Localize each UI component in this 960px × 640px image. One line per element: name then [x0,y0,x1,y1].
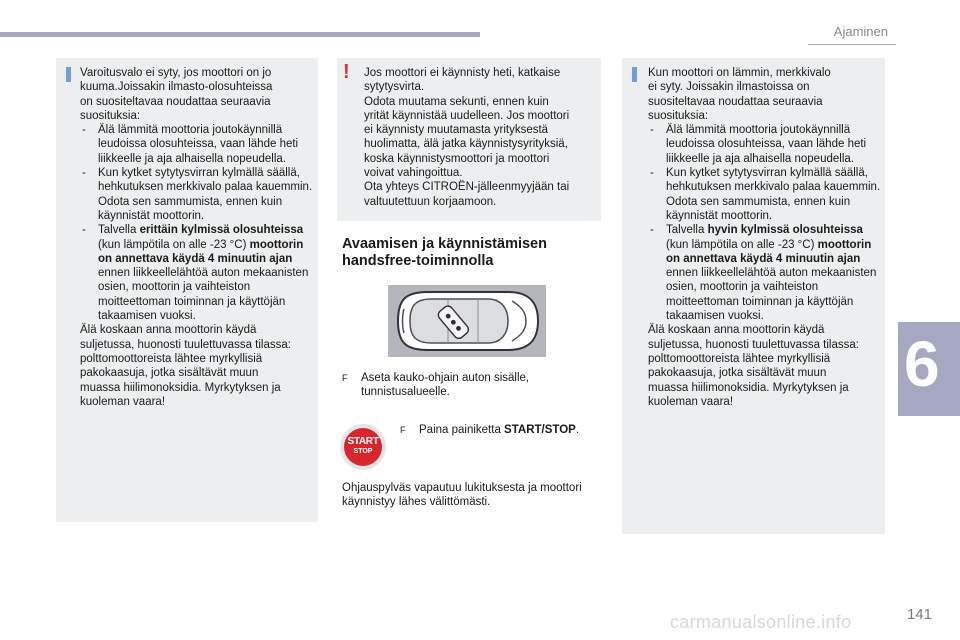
chapter-tab [898,322,960,416]
info-box-text [648,66,882,409]
warning-box-text [80,66,316,409]
list-item: - Älä lämmitä moottoria joutokäynnillä leudoissa olosuhteissa, vaan lähde heti liikkeelle ja aja alhaisella nopeudella. [82,124,299,165]
closing-text: Ohjauspylväs vapautuu lukituksesta ja moottori käynnistyy lähes välittömästi. [342,482,582,509]
alert-text: Jos moottori ei käynnisty heti, katkaise sytytysvirta. Odota muutama sekunti, ennen kuin yrität käynnistää uudelleen. Jos moottori ei käynnisty muutamasta yrityksestä huolimatta, älä jatka käynnistysyrityksiä, koska käynnistysmoottori ja moottori voivat vahingoittua. Ota yhteys CITROËN-jälleenmyyjään tai valtuutettuun korjaamoon. [364,67,570,208]
info-intro: Kun moottori on lämmin, merkkivalo ei syty. Joissakin ilmastoissa on suositeltavaa noudattaa seuraavia suosituksia: [648,67,831,122]
warning-outro: Älä koskaan anna moottorin käydä suljetussa, huonosti tuulettuvassa tilassa: polttomoottoreista lähtee myrkyllisiä pakokaasuja, jotka sisältävät muun muassa hiilimonoksidia. Myrkytyksen ja kuoleman vaara! [80,324,291,408]
exclamation-icon: ! [343,61,350,83]
list-item: - Kun kytket sytytysvirran kylmällä säällä, hehkutuksen merkkivalo palaa kauemmin. Odota sen sammumista, ennen kuin käynnistät moottorin. [650,167,881,222]
chapter-number: 6 [904,328,940,400]
section-label: Ajaminen [833,24,888,39]
page-number: 141 [906,606,932,623]
check-square-icon: F [342,373,348,383]
start-stop-button-icon [340,424,386,470]
list-item: - Kun kytket sytytysvirran kylmällä säällä, hehkutuksen merkkivalo palaa kauemmin. Odota sen sammumista, ennen kuin käynnistät moottorin. [82,167,313,222]
info-outro: Älä koskaan anna moottorin käydä suljetussa, huonosti tuulettuvassa tilassa: polttomoottoreista lähtee myrkyllisiä pakokaasuja, jotka sisältävät muun muassa hiilimonoksidia. Myrkytyksen ja kuoleman vaara! [648,324,859,408]
watermark: carmanualsonline.info [670,612,852,632]
info-list [648,123,882,323]
step-place-remote: F Aseta kauko-ohjain auton sisälle, tunnistusalueelle. [342,372,530,399]
stop-label: STOP [353,448,373,455]
list-item: - Talvella hyvin kylmissä olosuhteissa (kun lämpötila on alle -23 °C) moottorin on annettava käydä 4 minuutin ajan ennen liikkeellelähtöä auton mekaanisten osien, moottorin ja vaihteiston moitteettoman toiminnan ja käyttöjän takaamisen vuoksi. [650,224,877,323]
list-item: - Älä lämmitä moottoria joutokäynnillä leudoissa olosuhteissa, vaan lähde heti liikkeelle ja aja alhaisella nopeudella. [650,124,867,165]
header-accent-bar [0,32,480,37]
car-with-remote-key-icon [388,285,546,357]
info-bar-icon [632,67,637,82]
list-item: - Talvella erittäin kylmissä olosuhteissa (kun lämpötila on alle -23 °C) moottorin on annettava käydä 4 minuutin ajan ennen liikkeellelähtöä auton mekaanisten osien, moottorin ja vaihteiston moitteettoman toiminnan ja käyttöjän takaamisen vuoksi. [82,224,309,323]
warning-intro: Varoitusvalo ei syty, jos moottori on jo kuuma.Joissakin ilmasto-olosuhteissa on suositeltavaa noudattaa seuraavia suosituksia: [80,67,273,122]
info-bar-icon [66,67,71,82]
warning-list [80,123,316,323]
section-heading: Avaamisen ja käynnistämisen handsfree-toiminnolla [342,236,547,269]
header-divider [808,44,896,45]
step-press-start: F Paina painiketta START/STOP. [400,424,580,436]
check-square-icon: F [400,425,406,435]
start-label: START [347,436,379,447]
